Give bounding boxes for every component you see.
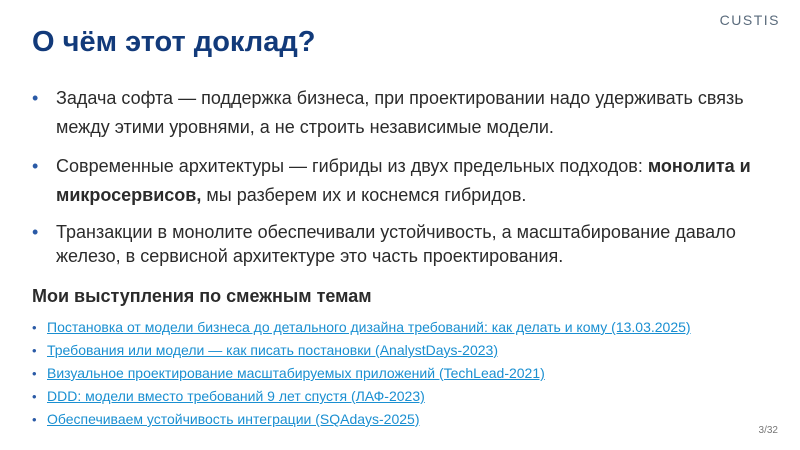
bullet-dot-icon: • bbox=[32, 320, 37, 335]
talk-link[interactable]: DDD: модели вместо требований 9 лет спустя (ЛАФ-2023) bbox=[47, 388, 425, 404]
bullet-dot-icon: • bbox=[32, 156, 39, 176]
main-bullet-list bbox=[32, 84, 777, 278]
talk-link[interactable]: Требования или модели — как писать постановки (AnalystDays-2023) bbox=[47, 342, 498, 358]
bullet-item bbox=[32, 220, 777, 268]
talk-link[interactable]: Постановка от модели бизнеса до детального дизайна требований: как делать и кому (13.03.2025) bbox=[47, 319, 691, 335]
bullet-dot-icon: • bbox=[32, 366, 37, 381]
bullet-item bbox=[32, 152, 777, 210]
related-talks-heading: Мои выступления по смежным темам bbox=[32, 286, 372, 306]
bullet-text: мы разберем их и коснемся гибридов. bbox=[201, 185, 527, 205]
bullet-text-bold: монолита и микросервисов, bbox=[56, 156, 751, 205]
page-number: 3/32 bbox=[758, 425, 778, 436]
talk-link[interactable]: Визуальное проектирование масштабируемых приложений (TechLead-2021) bbox=[47, 365, 545, 381]
bullet-text: Транзакции в монолите обеспечивали устойчивость, а масштабирование давало железо, в сервисной архитектуре это часть проектирования. bbox=[56, 222, 736, 266]
bullet-dot-icon: • bbox=[32, 88, 39, 108]
list-item bbox=[32, 339, 772, 362]
bullet-dot-icon: • bbox=[32, 343, 37, 358]
list-item bbox=[32, 385, 772, 408]
bullet-dot-icon: • bbox=[32, 222, 39, 242]
list-item bbox=[32, 316, 772, 339]
bullet-dot-icon: • bbox=[32, 412, 37, 427]
bullet-text: Современные архитектуры — гибриды из двух предельных подходов: bbox=[56, 156, 648, 176]
list-item bbox=[32, 362, 772, 385]
bullet-text: Задача софта — поддержка бизнеса, при проектировании надо удерживать связь между этими уровнями, а не строить независимые модели. bbox=[56, 88, 744, 137]
related-talks-list bbox=[32, 316, 772, 431]
bullet-item bbox=[32, 84, 777, 142]
custis-logo: CUSTIS bbox=[719, 12, 780, 28]
talk-link[interactable]: Обеспечиваем устойчивость интеграции (SQAdays-2025) bbox=[47, 411, 420, 427]
slide-title: О чём этот доклад? bbox=[32, 26, 316, 58]
list-item bbox=[32, 408, 772, 431]
bullet-dot-icon: • bbox=[32, 389, 37, 404]
